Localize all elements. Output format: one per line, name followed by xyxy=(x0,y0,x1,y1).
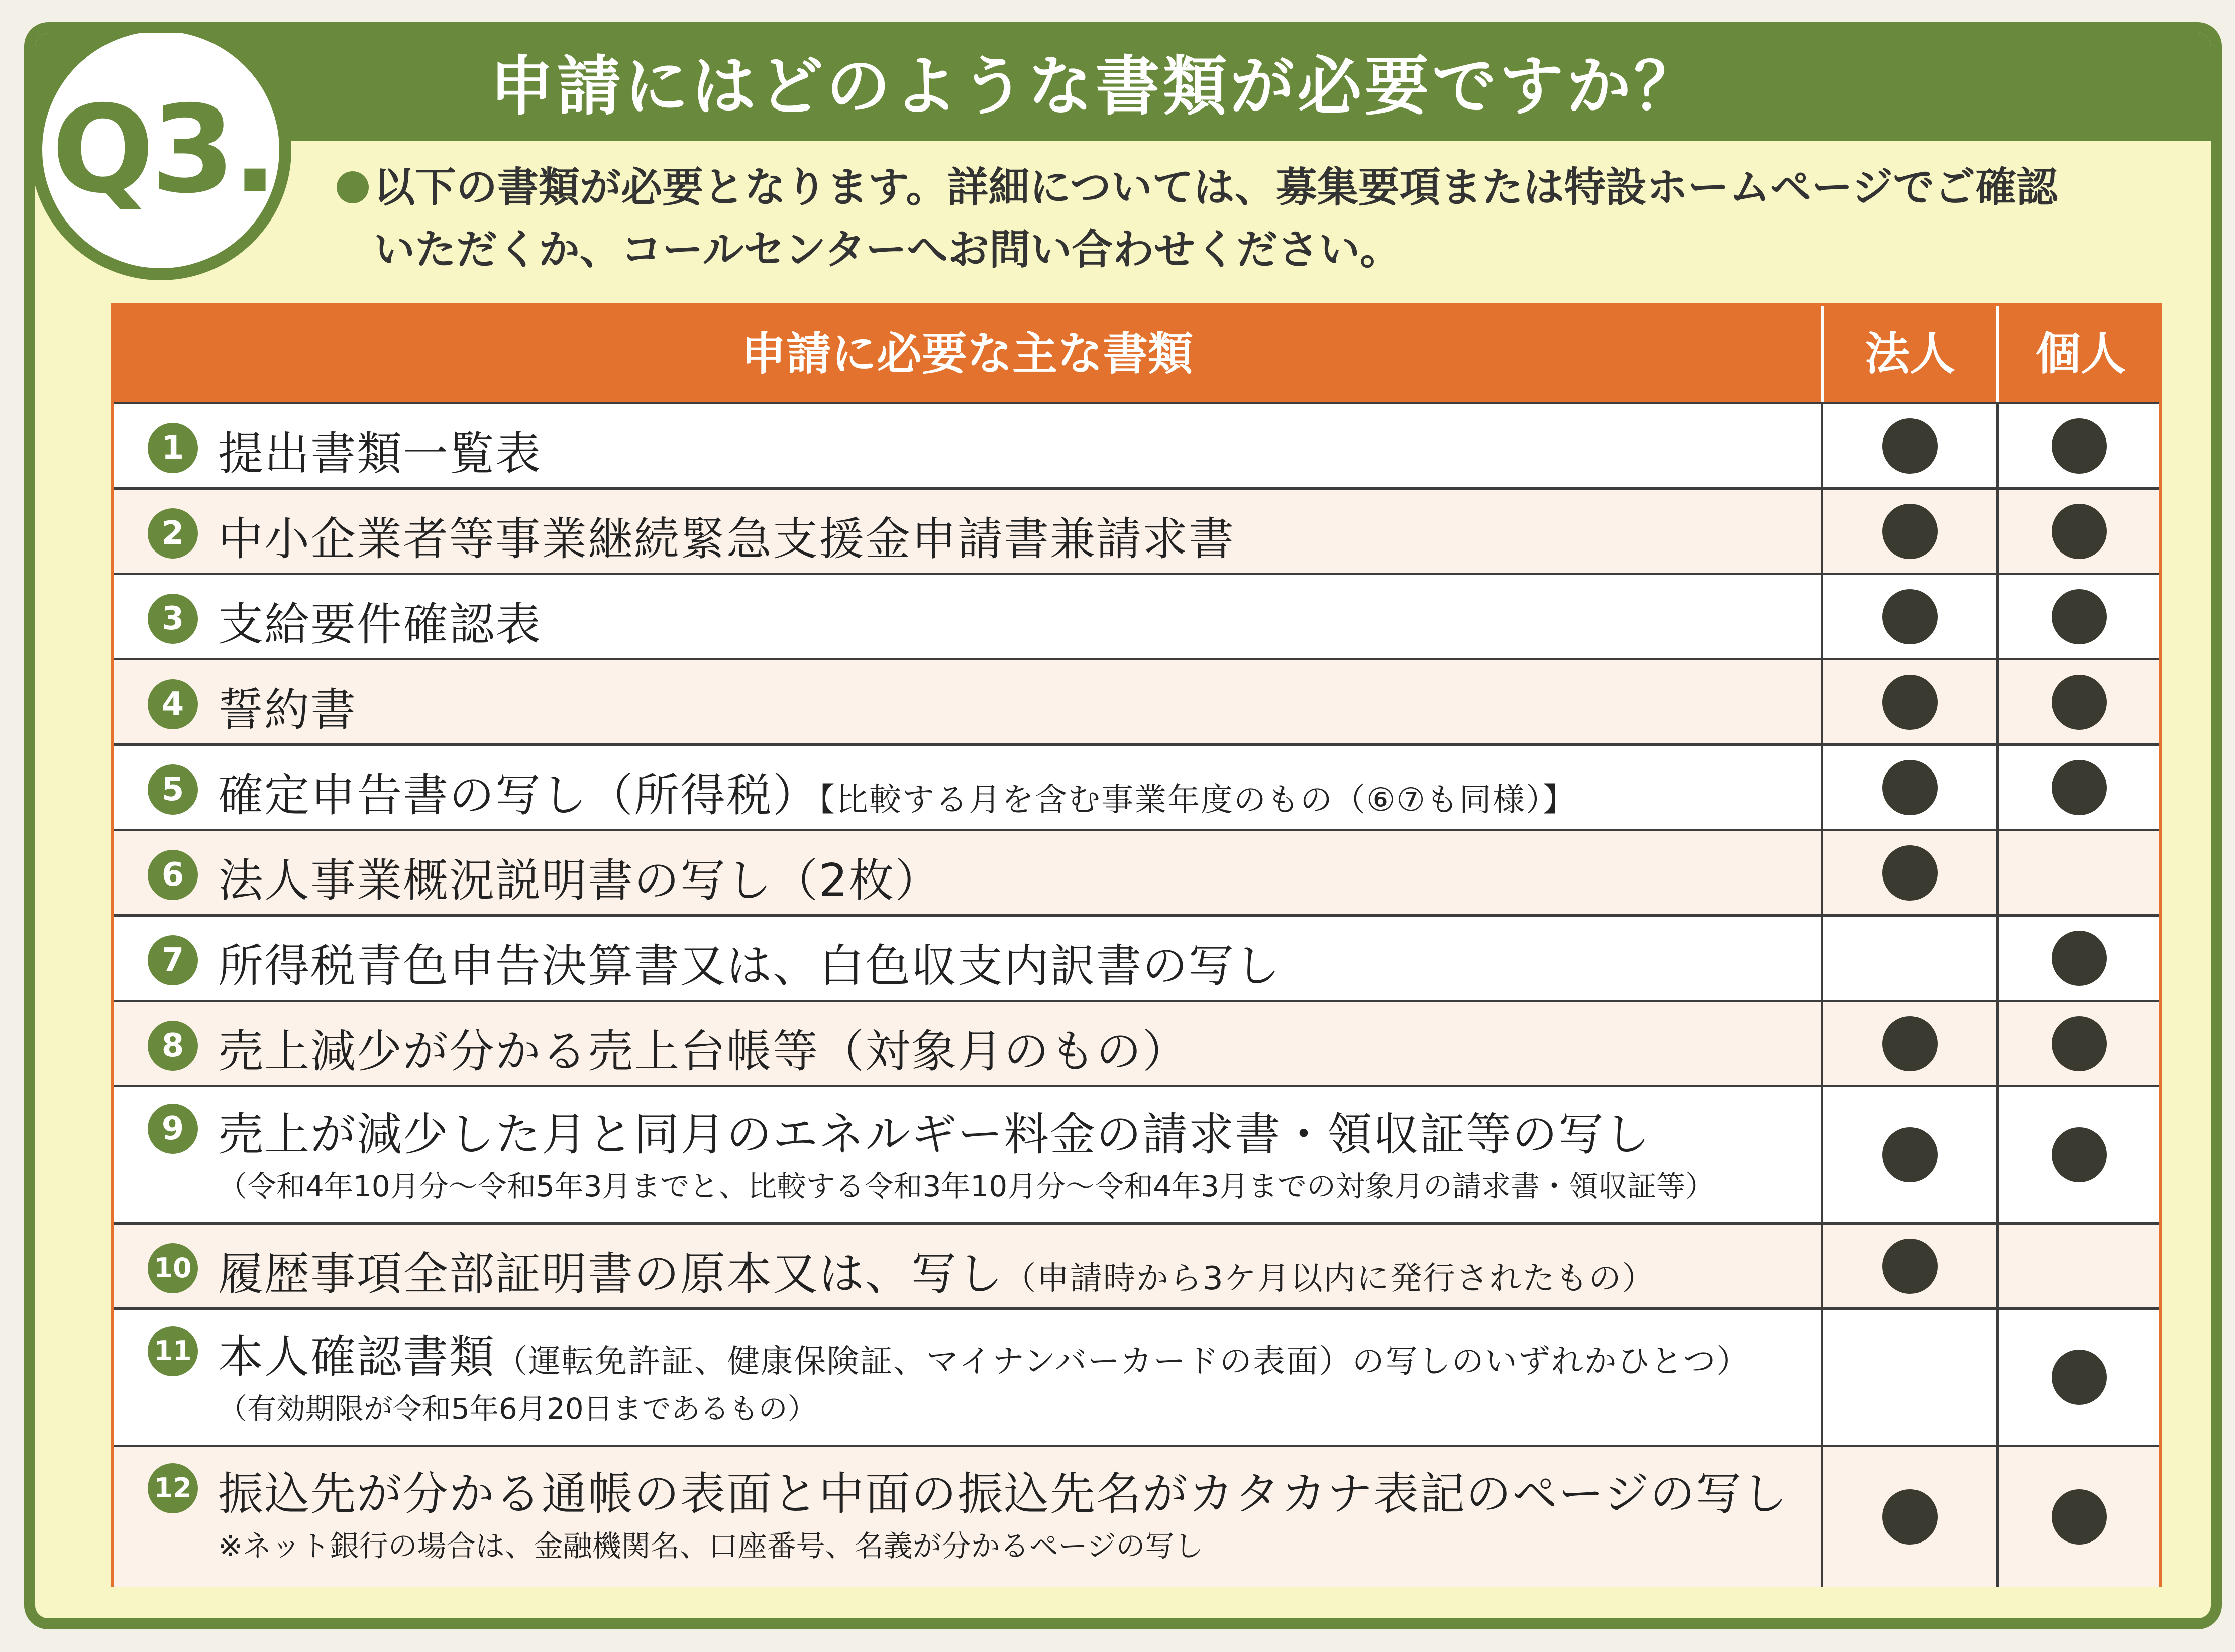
document-name xyxy=(218,1237,1655,1302)
document-cell xyxy=(114,660,1821,743)
required-mark-icon xyxy=(1882,675,1938,730)
document-cell xyxy=(114,404,1821,487)
individual-cell xyxy=(1996,1087,2159,1222)
required-mark-icon xyxy=(2052,504,2107,559)
answer-intro xyxy=(337,157,2085,281)
corporation-cell xyxy=(1821,660,1996,743)
corporation-cell xyxy=(1821,1447,1996,1587)
documents-table xyxy=(111,303,2162,1587)
document-title: 振込先が分かる通帳の表面と中面の振込先名がカタカナ表記のページの写し xyxy=(218,1468,1789,1520)
corporation-cell xyxy=(1821,1225,1996,1307)
required-mark-icon xyxy=(2052,1127,2107,1182)
required-mark-icon xyxy=(2052,418,2107,474)
required-mark-icon xyxy=(1882,845,1938,901)
row-number-badge: 4 xyxy=(148,679,198,729)
document-cell xyxy=(114,831,1821,914)
document-note: （有効期限が令和5年6月20日まであるもの） xyxy=(218,1392,817,1426)
corporation-cell xyxy=(1821,1310,1996,1445)
row-number-badge: 1 xyxy=(148,423,198,473)
document-title: 支給要件確認表 xyxy=(218,598,542,651)
document-name xyxy=(218,1320,1749,1385)
table-row xyxy=(114,573,2159,658)
required-mark-icon xyxy=(1882,760,1938,815)
document-name xyxy=(218,758,1576,824)
document-cell xyxy=(114,1002,1821,1085)
header-individual: 個人 xyxy=(1996,306,2162,402)
intro-line-1: 以下の書類が必要となります。詳細については、募集要項または特設ホームページでご確認 xyxy=(374,164,2058,211)
document-cell xyxy=(114,917,1821,1000)
row-number-badge: 2 xyxy=(148,508,198,559)
intro-line-2: いただくか、コールセンターへお問い合わせください。 xyxy=(374,226,1402,274)
required-mark-icon xyxy=(2052,1016,2107,1071)
table-row xyxy=(114,743,2159,829)
title-bar xyxy=(35,33,2211,141)
header-corporation: 法人 xyxy=(1821,306,1996,402)
document-qualifier: （申請時から3ケ月以内に発行されたもの） xyxy=(1004,1260,1655,1297)
document-name xyxy=(218,929,1281,995)
individual-cell xyxy=(1996,831,2159,914)
document-title: 履歴事項全部証明書の原本又は、写し xyxy=(218,1248,1004,1300)
document-title: 法人事業概況説明書の写し（2枚） xyxy=(218,854,941,907)
table-header xyxy=(114,306,2159,402)
required-mark-icon xyxy=(1882,1127,1938,1182)
document-cell xyxy=(114,1447,1821,1587)
bullet-icon xyxy=(337,171,369,203)
row-number-badge: 9 xyxy=(148,1104,198,1154)
document-title: 提出書類一覧表 xyxy=(218,427,542,480)
row-number-badge: 10 xyxy=(148,1243,198,1293)
required-mark-icon xyxy=(2052,1350,2107,1405)
table-row xyxy=(114,1085,2159,1222)
required-mark-icon xyxy=(1882,504,1938,559)
document-cell xyxy=(114,1087,1821,1222)
table-row xyxy=(114,487,2159,573)
document-qualifier: （運転免許証、健康保険証、マイナンバーカードの表面）の写しのいずれかひとつ） xyxy=(495,1343,1750,1380)
document-qualifier: 【比較する月を含む事業年度のもの（⑥⑦も同様）】 xyxy=(819,782,1576,819)
document-cell xyxy=(114,746,1821,829)
table-row xyxy=(114,658,2159,743)
question-number-badge xyxy=(30,22,291,280)
required-mark-icon xyxy=(1882,1489,1938,1545)
individual-cell xyxy=(1996,1225,2159,1307)
required-mark-icon xyxy=(1882,1016,1938,1071)
document-title: 本人確認書類 xyxy=(218,1331,495,1383)
document-name xyxy=(218,1097,1651,1163)
corporation-cell xyxy=(1821,1002,1996,1085)
individual-cell xyxy=(1996,1310,2159,1445)
table-row xyxy=(114,1307,2159,1445)
table-row xyxy=(114,914,2159,1000)
required-mark-icon xyxy=(2052,760,2107,815)
individual-cell xyxy=(1996,917,2159,1000)
corporation-cell xyxy=(1821,575,1996,658)
corporation-cell xyxy=(1821,831,1996,914)
corporation-cell xyxy=(1821,404,1996,487)
table-row xyxy=(114,402,2159,487)
individual-cell xyxy=(1996,746,2159,829)
corporation-cell xyxy=(1821,746,1996,829)
row-number-badge: 12 xyxy=(148,1463,198,1513)
individual-cell xyxy=(1996,660,2159,743)
table-row xyxy=(114,1445,2159,1587)
individual-cell xyxy=(1996,575,2159,658)
document-name xyxy=(218,588,542,653)
document-name xyxy=(218,502,1235,568)
faq-card xyxy=(24,22,2222,1629)
individual-cell xyxy=(1996,1002,2159,1085)
required-mark-icon xyxy=(1882,589,1938,644)
individual-cell xyxy=(1996,490,2159,573)
document-title: 誓約書 xyxy=(218,684,357,736)
row-number-badge: 11 xyxy=(148,1326,198,1376)
document-note: （令和4年10月分～令和5年3月までと、比較する令和3年10月分～令和4年3月までの対象月の請求書・領収証等） xyxy=(218,1169,1715,1203)
document-note: ※ネット銀行の場合は、金融機関名、口座番号、名義が分かるページの写し xyxy=(218,1529,1204,1563)
required-mark-icon xyxy=(2052,931,2107,986)
document-cell xyxy=(114,490,1821,573)
required-mark-icon xyxy=(1882,1239,1938,1294)
corporation-cell xyxy=(1821,1087,1996,1222)
table-row xyxy=(114,829,2159,914)
required-mark-icon xyxy=(2052,589,2107,644)
individual-cell xyxy=(1996,1447,2159,1587)
header-documents: 申請に必要な主な書類 xyxy=(741,327,1193,380)
required-mark-icon xyxy=(1882,418,1938,474)
row-number-badge: 5 xyxy=(148,764,198,815)
document-title: 所得税青色申告決算書又は、白色収支内訳書の写し xyxy=(218,940,1281,993)
document-name xyxy=(218,673,357,738)
document-title: 売上が減少した月と同月のエネルギー料金の請求書・領収証等の写し xyxy=(218,1108,1651,1161)
required-mark-icon xyxy=(2052,1489,2107,1545)
question-number: Q3. xyxy=(51,79,275,220)
document-name xyxy=(218,1015,1189,1080)
row-number-badge: 8 xyxy=(148,1021,198,1071)
row-number-badge: 6 xyxy=(148,850,198,900)
corporation-cell xyxy=(1821,490,1996,573)
corporation-cell xyxy=(1821,917,1996,1000)
table-row xyxy=(114,1222,2159,1307)
row-number-badge: 7 xyxy=(148,935,198,985)
document-title: 売上減少が分かる売上台帳等（対象月のもの） xyxy=(218,1025,1189,1078)
document-name xyxy=(218,844,941,909)
document-title: 中小企業者等事業継続緊急支援金申請書兼請求書 xyxy=(218,513,1235,566)
document-title: 確定申告書の写し（所得税） xyxy=(218,769,819,822)
required-mark-icon xyxy=(2052,675,2107,730)
question-title: 申請にはどのような書類が必要ですか？ xyxy=(489,49,1701,124)
row-number-badge: 3 xyxy=(148,594,198,644)
document-cell xyxy=(114,1225,1821,1307)
document-name xyxy=(218,1457,1788,1522)
individual-cell xyxy=(1996,404,2159,487)
document-cell xyxy=(114,1310,1821,1445)
table-row xyxy=(114,1000,2159,1085)
document-cell xyxy=(114,575,1821,658)
document-name xyxy=(218,417,542,482)
